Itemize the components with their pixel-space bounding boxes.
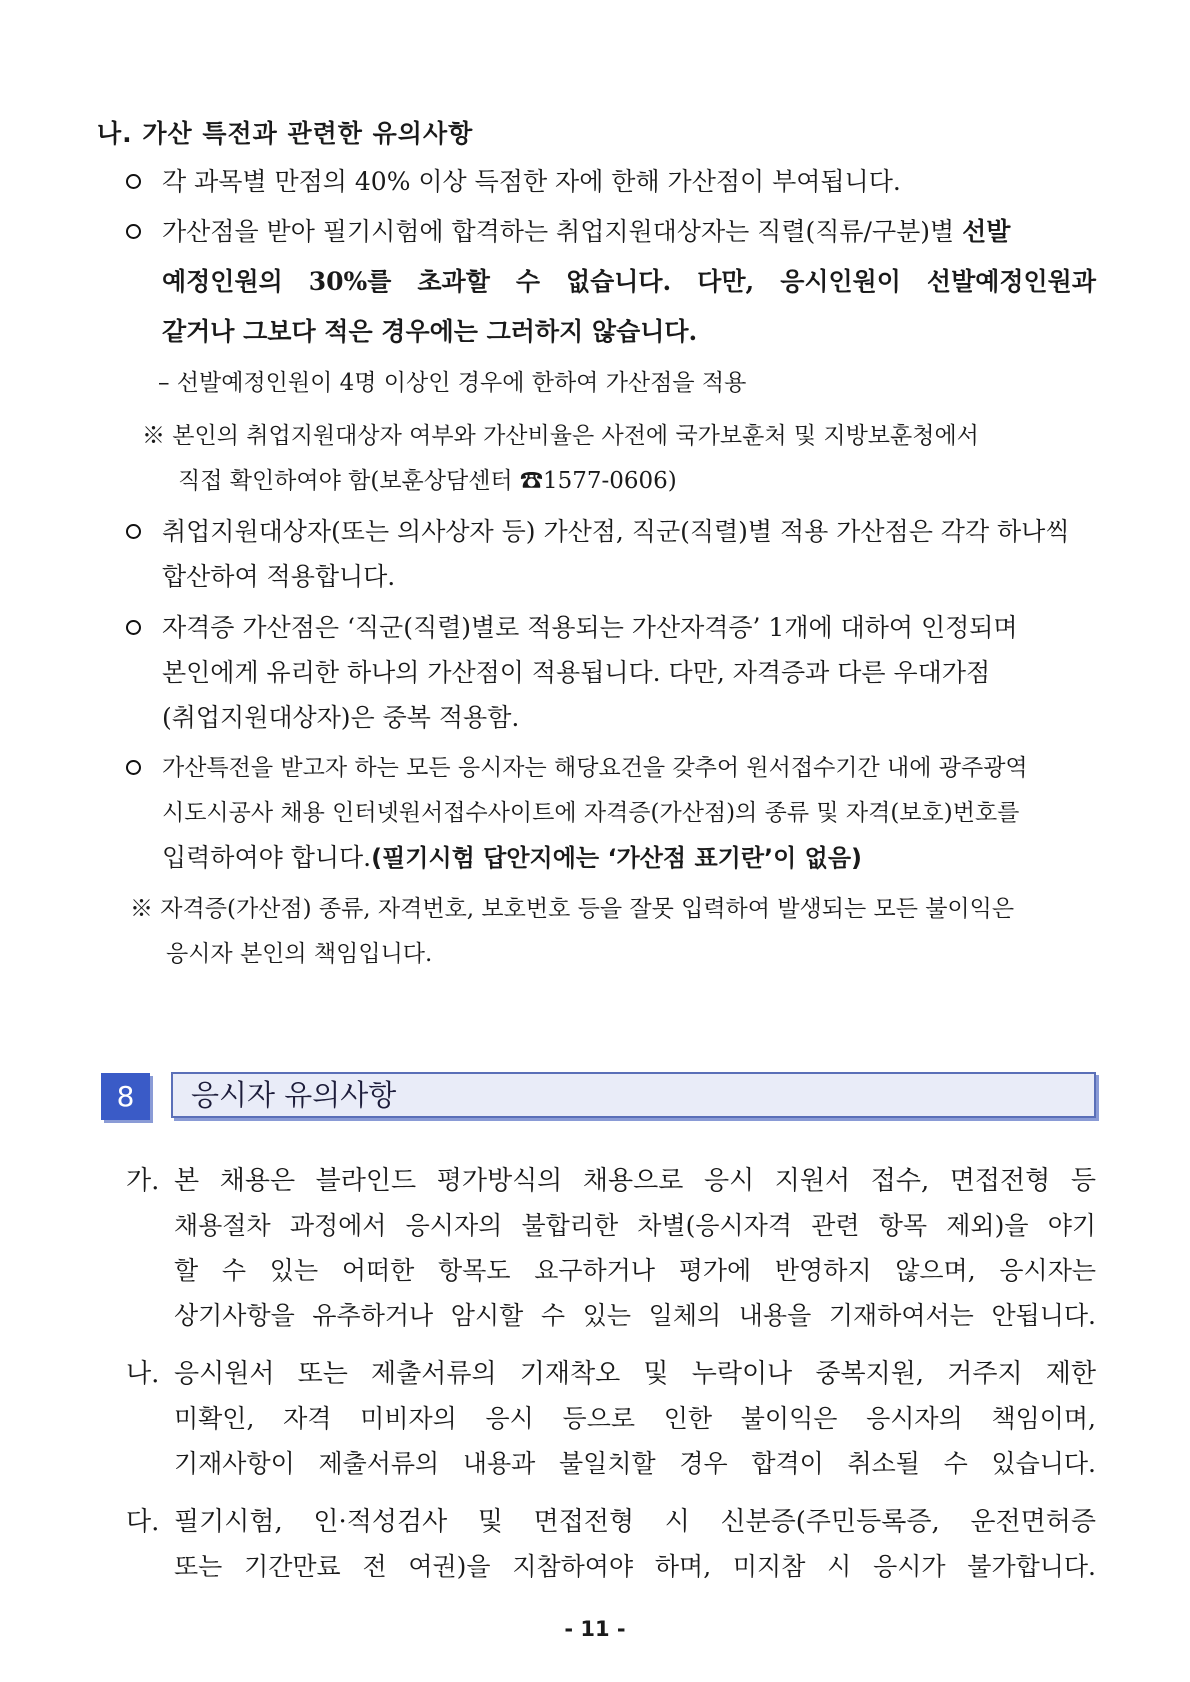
bullet-2-line-1: 가산점을 받아 필기시험에 합격하는 취업지원대상자는 직렬(직류/구분)별 선발 <box>162 217 1011 246</box>
page-number: - 11 - <box>564 1617 626 1641</box>
bullet-5-line-1: 가산특전을 받고자 하는 모든 응시자는 해당요건을 갖추어 원서접수기간 내에 광주광역 <box>162 755 1028 781</box>
item-ga-line-2: 채용절차 과정에서 응시자의 불합리한 차별(응시자격 관련 항목 제외)을 야기 <box>174 1211 1096 1240</box>
bullet-2-line-2: 예정인원의 30%를 초과할 수 없습니다. 다만, 응시인원이 선발예정인원과 <box>162 267 1096 296</box>
item-ga-mark: 가. <box>126 1166 160 1196</box>
circle-bullet-icon <box>126 620 141 635</box>
item-ga-line-3: 할 수 있는 어떠한 항목도 요구하거나 평가에 반영하지 않으며, 응시자는 <box>174 1256 1096 1285</box>
bullet-5-line-2: 시도시공사 채용 인터넷원서접수사이트에 자격증(가산점)의 종류 및 자격(보호)번호를 <box>162 800 1020 826</box>
section-na-heading: 나. 가산 특전과 관련한 유의사항 <box>97 119 474 148</box>
item-da-line-2: 또는 기간만료 전 여권)을 지참하여야 하며, 미지참 시 응시가 불가합니다. <box>174 1552 1096 1581</box>
item-da-line-1: 필기시험, 인·적성검사 및 면접전형 시 신분증(주민등록증, 운전면허증 <box>174 1507 1096 1537</box>
bullet-4-line-2: 본인에게 유리한 하나의 가산점이 적용됩니다. 다만, 자격증과 다른 우대가점 <box>162 658 991 687</box>
bullet-3-line-1: 취업지원대상자(또는 의사상자 등) 가산점, 직군(직렬)별 적용 가산점은 각각 하나씩 <box>162 517 1070 546</box>
item-na-line-3: 기재사항이 제출서류의 내용과 불일치할 경우 합격이 취소될 수 있습니다. <box>174 1449 1096 1478</box>
note-1-line-2: 직접 확인하여야 함(보훈상담센터 ☎1577-0606) <box>178 468 677 494</box>
bullet-5-line-3: 입력하여야 합니다.(필기시험 답안지에는 ‘가산점 표기란’이 없음) <box>162 843 863 872</box>
circle-bullet-icon <box>126 224 141 239</box>
item-ga-line-4: 상기사항을 유추하거나 암시할 수 있는 일체의 내용을 기재하여서는 안됩니다. <box>174 1301 1096 1330</box>
bullet-4-line-3: (취업지원대상자)은 중복 적용함. <box>162 703 520 732</box>
circle-bullet-icon <box>126 760 141 775</box>
note-1-line-1: ※ 본인의 취업지원대상자 여부와 가산비율은 사전에 국가보훈처 및 지방보훈청에서 <box>142 423 979 449</box>
item-na-line-2: 미확인, 자격 미비자의 응시 등으로 인한 불이익은 응시자의 책임이며, <box>174 1404 1096 1433</box>
dash-note: – 선발예정인원이 4명 이상인 경우에 한하여 가산점을 적용 <box>158 370 747 396</box>
bullet-4-line-1: 자격증 가산점은 ‘직군(직렬)별로 적용되는 가산자격증’ 1개에 대하여 인정되며 <box>162 613 1018 642</box>
bullet-1-text: 각 과목별 만점의 40% 이상 득점한 자에 한해 가산점이 부여됩니다. <box>162 167 901 196</box>
item-da-mark: 다. <box>126 1507 160 1537</box>
bullet-2-line-3: 같거나 그보다 적은 경우에는 그러하지 않습니다. <box>162 317 698 346</box>
circle-bullet-icon <box>126 174 141 189</box>
item-na-line-1: 응시원서 또는 제출서류의 기재착오 및 누락이나 중복지원, 거주지 제한 <box>174 1359 1096 1389</box>
section-number-badge: 8 <box>101 1073 150 1120</box>
note-2-line-2: 응시자 본인의 책임입니다. <box>166 941 433 967</box>
item-na-mark: 나. <box>126 1359 160 1389</box>
bullet-3-line-2: 합산하여 적용합니다. <box>162 562 396 591</box>
section-title-bar: 응시자 유의사항 <box>171 1072 1096 1118</box>
note-2-line-1: ※ 자격증(가산점) 종류, 자격번호, 보호번호 등을 잘못 입력하여 발생되는 모든 불이익은 <box>130 896 1015 922</box>
item-ga-line-1: 본 채용은 블라인드 평가방식의 채용으로 응시 지원서 접수, 면접전형 등 <box>174 1166 1096 1196</box>
circle-bullet-icon <box>126 524 141 539</box>
